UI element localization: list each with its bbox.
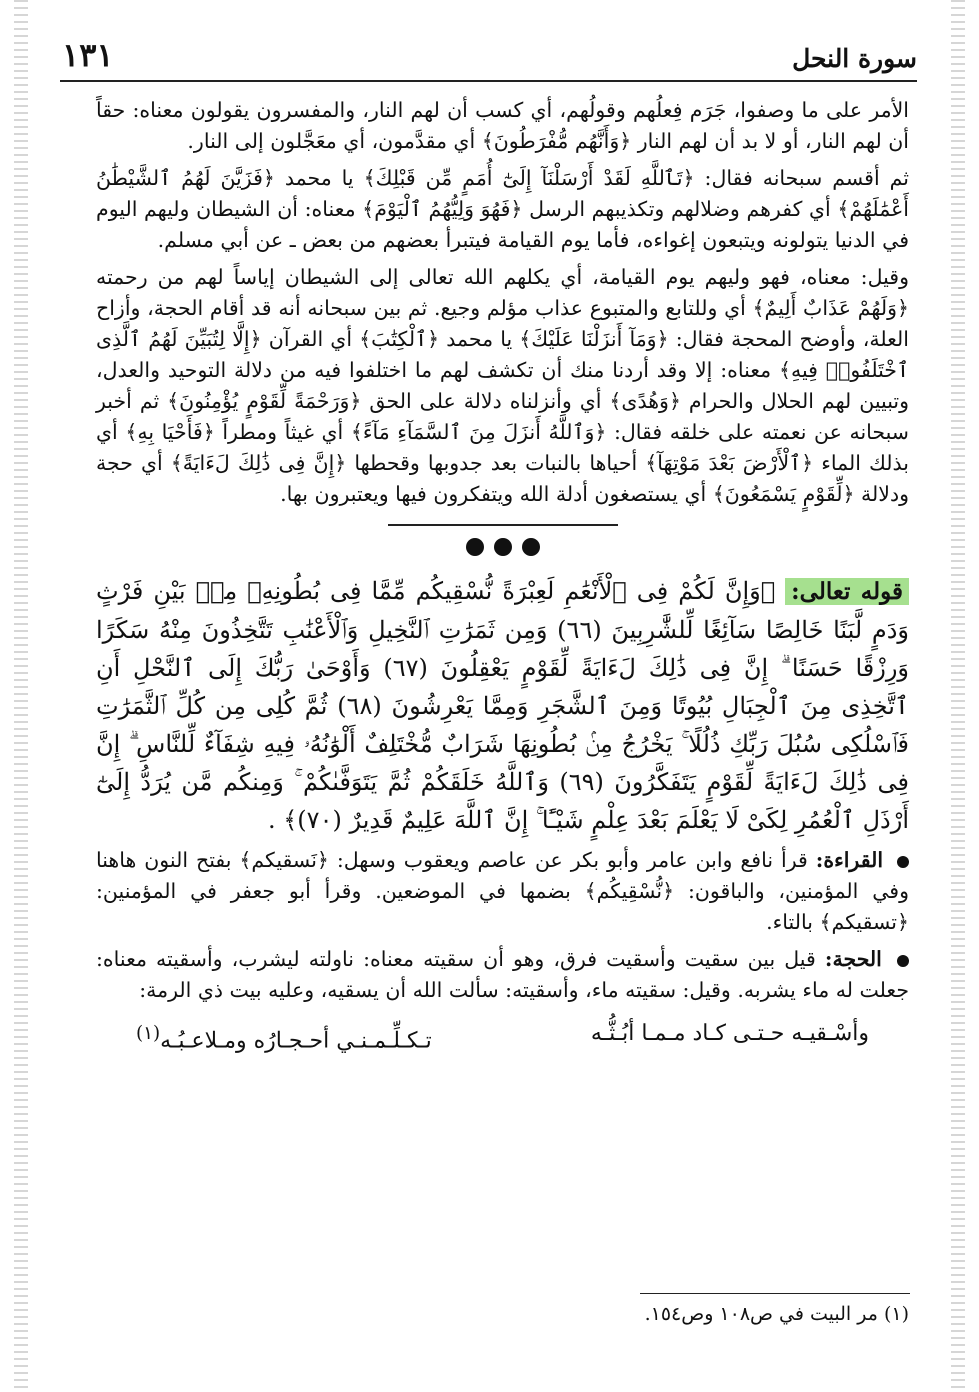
poem-second-hemistich-wrap [136,1018,432,1056]
bullet-icon [897,856,909,868]
paragraph-2: ثم أقسم سبحانه فقال: ﴿تَٱللَّهِ لَقَدْ أَرْسَلْنَآ إِلَىٰٓ أُمَمٍ مِّن قَبْلِكَ﴾ يا محمد ﴿فَزَيَّنَ لَهُمُ ٱلشَّيْطَٰنُ أَعْمَٰلَهُمْ﴾ أي كفرهم وضلالهم وتكذيبهم الرسل ﴿فَهُوَ وَلِيُّهُمُ ٱلْيَوْمَ﴾ معناه: أن الشيطان وليهم اليوم في الدنيا يتولونه ويتبعون إغواءه، فأما يوم القيامة فيتبرأ بعضهم من بعض ـ عن أبي مسلم. [96,166,909,252]
poem-verse [96,1012,909,1056]
page-body [96,95,909,1056]
dot-icon [522,538,540,556]
right-border-decoration [951,0,965,1392]
surah-title: سورة النحل [792,44,917,73]
poem-second-hemistich: تـكـلِّـمـنـي أحـجـارُه ومـلاعـبُـه [160,1028,432,1054]
qiraa-section [96,845,909,938]
footnote: (١) مر البيت في ص١٠٨ وص١٥٤. [644,1303,909,1325]
footnote-rule [640,1293,910,1294]
footnote-ref: (١) [136,1023,161,1044]
left-border-decoration [14,0,28,1392]
page-header [60,32,917,82]
verse-section [96,572,909,839]
qiraa-label: القراءة: [815,848,884,872]
dot-icon [494,538,512,556]
paragraph-3: وقيل: معناه، فهو وليهم يوم القيامة، أي يكلهم الله تعالى إلى الشيطان إياساً لهم من رحمته ﴿وَلَهُمْ عَذَابٌ أَلِيمٌ﴾ أي وللتابع والمتبوع عذاب مؤلم وجيع. ثم بين سبحانه أنه قد أقام الحجة، وأزاح العلة، وأوضح المحجة فقال: ﴿وَمَآ أَنزَلْنَا عَلَيْكَ﴾ يا محمد ﴿ٱلْكِتَٰبَ﴾ أي القرآن ﴿إِلَّا لِتُبَيِّنَ لَهُمُ ٱلَّذِى ٱخْتَلَفُوا۟ فِيهِ﴾ معناه: إلا وقد أردنا منك أن تكشف لهم ما اختلفوا فيه من دلالة التوحيد والعدل، وتبيين لهم الحلال والحرام ﴿وَهُدًى﴾ أي وأنزلناه دلالة على الحق ﴿وَرَحْمَةً لِّقَوْمٍ يُؤْمِنُونَ﴾ ثم أخبر سبحانه عن نعمته على خلقه فقال: ﴿وَٱللَّهُ أَنزَلَ مِنَ ٱلسَّمَآءِ مَآءً﴾ أي غيثاً ومطراً ﴿فَأَحْيَا بِهِ﴾ أي بذلك الماء ﴿ٱلْأَرْضَ بَعْدَ مَوْتِهَآ﴾ أحياها بالنبات بعد جدوبها وقحطها ﴿إِنَّ فِى ذَٰلِكَ لَءَايَةً﴾ أي حجة ودلالة ﴿لِّقَوْمٍ يَسْمَعُونَ﴾ أي يستصغون أدلة الله ويتفكرون فيها ويعتبرون بها. [96,265,909,506]
section-divider [388,524,618,526]
qiraa-text: قرأ نافع وابن عامر وأبو بكر عن عاصم ويعقوب وسهل: ﴿نَسقيكم﴾ بفتح النون هاهنا وفي المؤمنين، والباقون: ﴿نُّسْقِيكُم﴾ بضمها في الموضعين. وقرأ أبو جعفر في المؤمنين: ﴿تسقيكم﴾ بالتاء. [96,848,909,934]
paragraph-1: الأمر على ما وصفوا، جَرَم فِعلُهم وقولُهم، أي كسب أن لهم النار، والمفسرون يقولون معناه: حقاً أن لهم النار، أو لا بد أن لهم النار ﴿وَأَنَّهُم مُّفْرَطُونَ﴾ أي مقدَّمون، أي معَجَّلون إلى النار. [96,98,909,153]
section-dots [96,530,909,564]
hujja-text: قيل بين سقيت وأسقيت فرق، وهو أن سقيته معناه: ناولته ليشرب، وأسقيته معناه: جعلت له ماء يشربه. وقيل: سقيته ماء، وأسقيته: سألت الله أن يسقيه، وعليه بيت ذي الرمة: [96,947,909,1002]
page-number: ١٣١ [62,36,114,74]
hujja-section [96,944,909,1006]
poem-first-hemistich: وأسْـقيـه حـتـى كـاد مـمـا أبُـثُّـه [590,1021,869,1046]
verse-text: ﴿وَإِنَّ لَكُمْ فِى ٱلْأَنْعَٰمِ لَعِبْرَةً نُّسْقِيكُم مِّمَّا فِى بُطُونِهِۦ مِنۢ بَيْنِ فَرْثٍ وَدَمٍ لَّبَنًا خَالِصًا سَآئِغًا لِّلشَّٰرِبِينَ (٦٦) وَمِن ثَمَرَٰتِ ٱلنَّخِيلِ وَٱلْأَعْنَٰبِ تَتَّخِذُونَ مِنْهُ سَكَرًا وَرِزْقًا حَسَنًا ۗ إِنَّ فِى ذَٰلِكَ لَءَايَةً لِّقَوْمٍ يَعْقِلُونَ (٦٧) وَأَوْحَىٰ رَبُّكَ إِلَى ٱلنَّحْلِ أَنِ ٱتَّخِذِى مِنَ ٱلْجِبَالِ بُيُوتًا وَمِنَ ٱلشَّجَرِ وَمِمَّا يَعْرِشُونَ (٦٨) ثُمَّ كُلِى مِن كُلِّ ٱلثَّمَرَٰتِ فَٱسْلُكِى سُبُلَ رَبِّكِ ذُلُلًا ۚ يَخْرُجُ مِنۢ بُطُونِهَا شَرَابٌ مُّخْتَلِفٌ أَلْوَٰنُهُۥ فِيهِ شِفَآءٌ لِّلنَّاسِ ۗ إِنَّ فِى ذَٰلِكَ لَءَايَةً لِّقَوْمٍ يَتَفَكَّرُونَ (٦٩) وَٱللَّهُ خَلَقَكُمْ ثُمَّ يَتَوَفَّىٰكُمْ ۚ وَمِنكُم مَّن يُرَدُّ إِلَىٰٓ أَرْذَلِ ٱلْعُمُرِ لِكَىْ لَا يَعْلَمَ بَعْدَ عِلْمٍ شَيْـًٔا ۚ إِنَّ ٱللَّهَ عَلِيمٌ قَدِيرٌ (٧٠)﴾ . [96,577,910,834]
hujja-label: الحجة: [824,947,882,971]
bullet-icon [897,955,909,967]
dot-icon [466,538,484,556]
verse-label: قوله تعالى: [785,578,909,605]
